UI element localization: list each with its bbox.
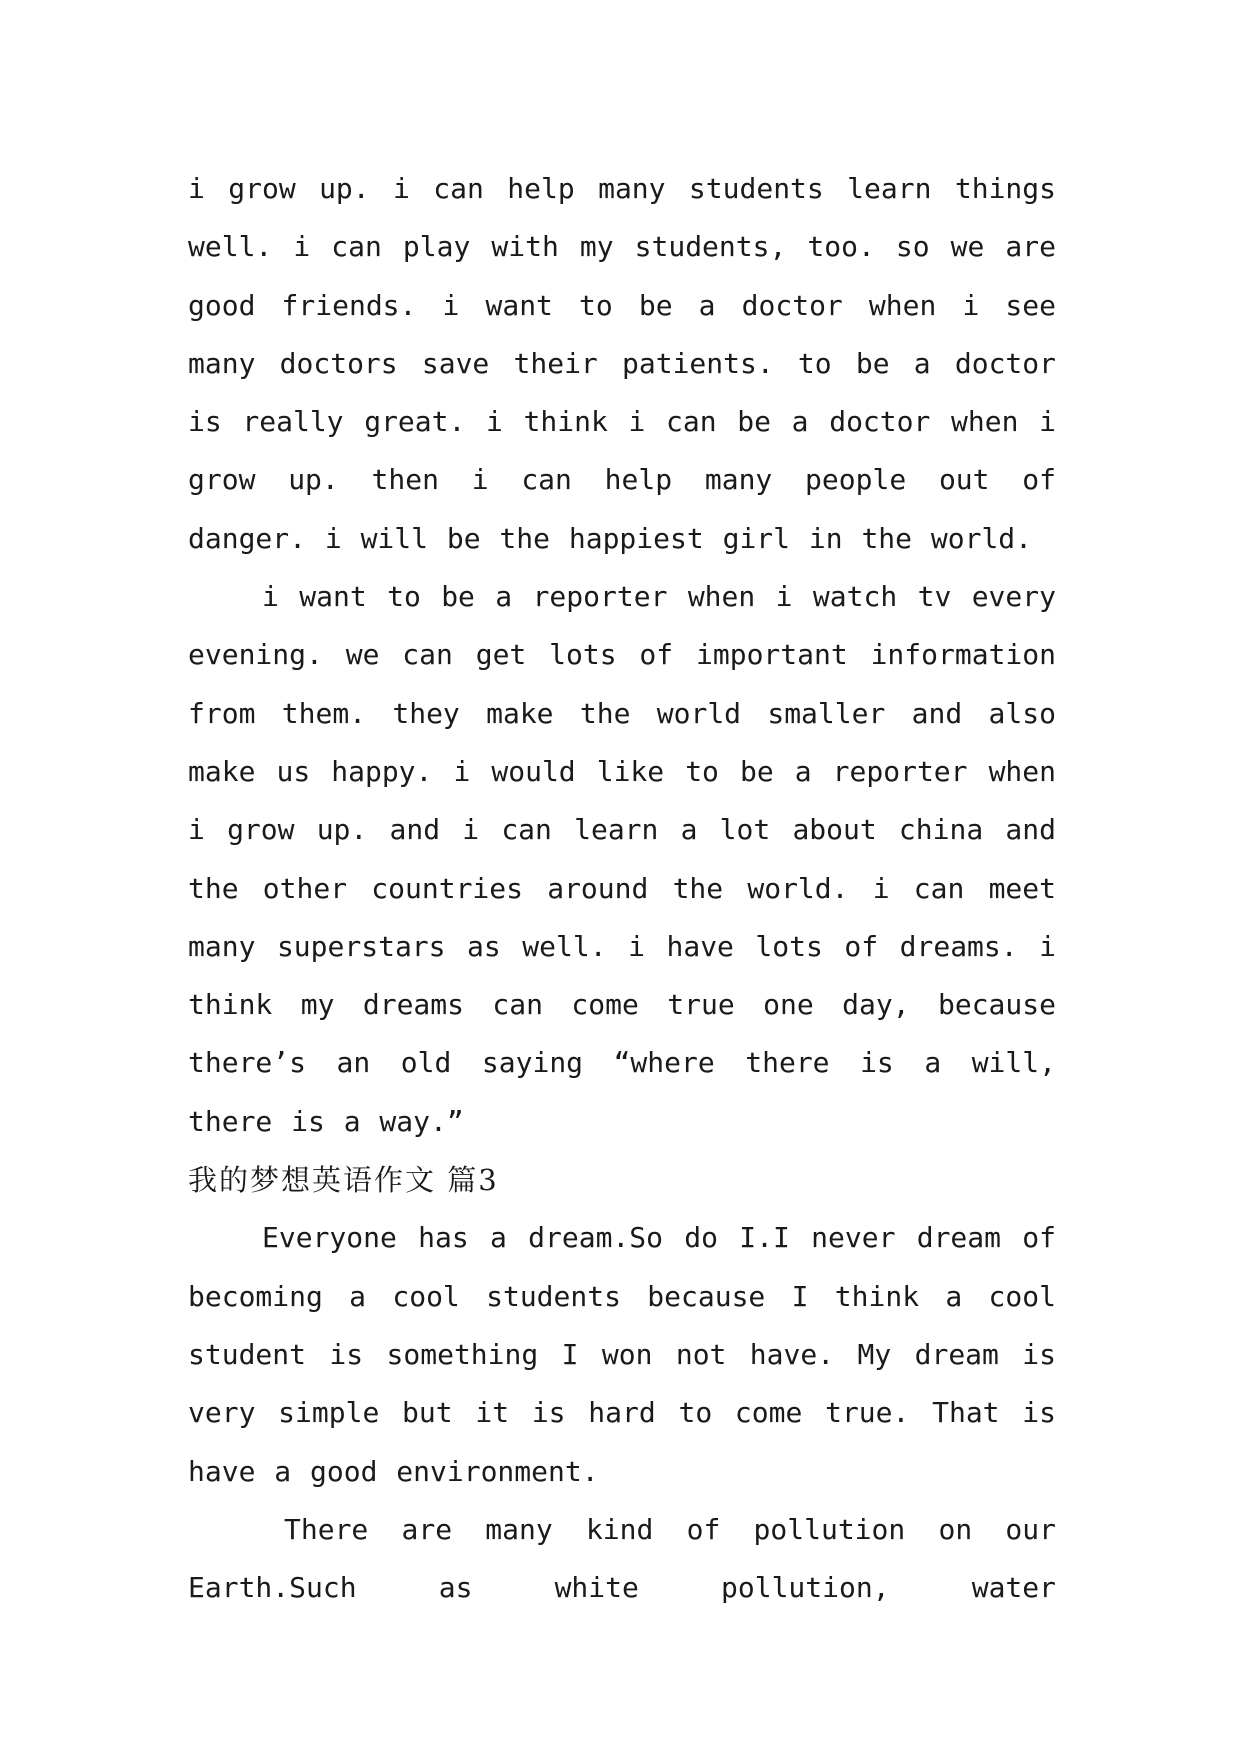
paragraph-4: There are many kind of pollution on our Earth.Such as white pollution, water <box>188 1512 1056 1605</box>
paragraph-2: i want to be a reporter when i watch tv every evening. we can get lots of important information from them. they make the world smaller and also make us happy. i would like to be a reporter when i grow up. and i can learn a lot about china and the other countries around the world. i can meet many superstars as well. i have lots of dreams. i think my dreams can come true one day, because there’s an old saying “where there is a will, there is a way.” <box>188 580 1056 1138</box>
section-heading: 我的梦想英语作文 篇3 <box>188 1163 499 1198</box>
document-body <box>188 160 1056 1617</box>
paragraph-1: i grow up. i can help many students learn things well. i can play with my students, too. so we are good friends. i want to be a doctor when i see many doctors save their patients. to be a doctor is really great. i think i can be a doctor when i grow up. then i can help many people out of danger. i will be the happiest girl in the world. <box>188 172 1056 555</box>
paragraph-3: Everyone has a dream.So do I.I never dream of becoming a cool students because I think a cool student is something I won not have. My dream is very simple but it is hard to come true. That is have a good environment. <box>188 1221 1056 1488</box>
